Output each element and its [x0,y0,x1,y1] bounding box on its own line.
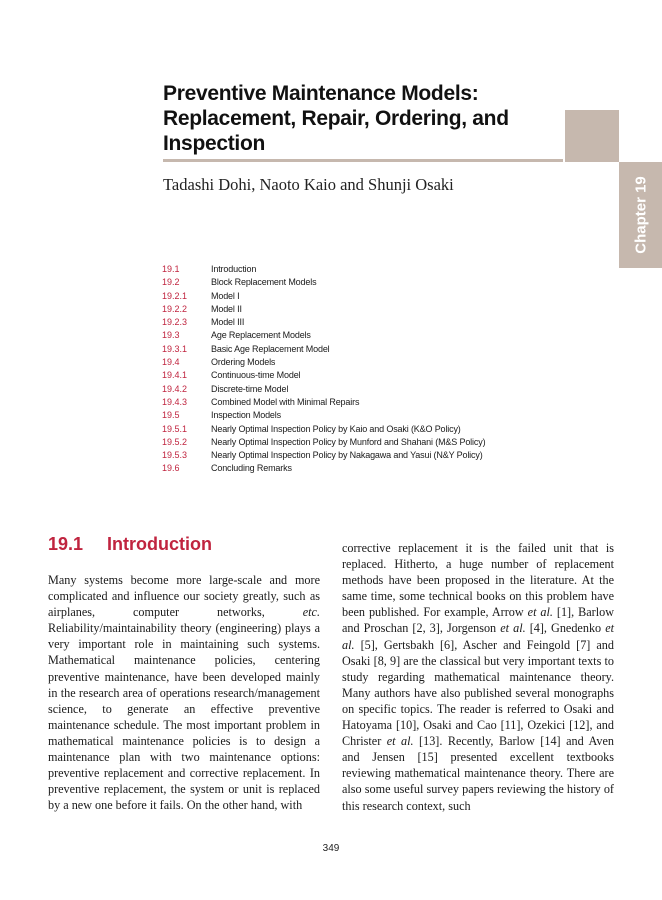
body-text: [13]. Recently, Barlow [14] and Aven and Jensen [15] presented excellent textbooks reviewing mathematical maintenance theory. There are also some useful survey papers reviewing the history of this research context, such [342,734,614,813]
toc-entry-number: 19.5.2 [162,436,188,447]
chapter-title-line: Inspection [163,132,266,155]
toc-entry [162,396,485,409]
toc-entry-number: 19.4 [162,357,180,368]
toc-entry-title: Combined Model with Minimal Repairs [211,396,360,407]
toc-entry-number: 19.5.1 [162,423,188,434]
toc-entry-number: 19.4.3 [162,396,188,407]
toc-entry-title: Model III [211,317,245,328]
toc-entry [162,462,485,475]
chapter-title [163,81,563,156]
toc-entry-title: Inspection Models [211,410,281,421]
italic-text: et al. [386,734,414,749]
toc-entry [162,409,485,422]
toc-entry [162,290,485,303]
toc-entry [162,356,485,369]
toc-entry-title: Concluding Remarks [211,463,292,474]
chapter-title-line: Replacement, Repair, Ordering, and [163,107,509,130]
section-heading [48,534,212,555]
toc-entry-number: 19.4.2 [162,383,188,394]
toc-entry-title: Ordering Models [211,357,276,368]
toc-entry-number: 19.5.3 [162,450,188,461]
toc-entry-title: Block Replacement Models [211,277,317,288]
chapter-tab-label: Chapter 19 [632,176,649,254]
toc-entry-title: Continuous-time Model [211,370,301,381]
body-paragraph-left [48,572,320,813]
body-column-right [342,540,614,814]
toc-entry-number: 19.1 [162,264,180,274]
toc-entry [162,329,485,342]
toc-entry-title: Nearly Optimal Inspection Policy by Kaio and Osaki (K&O Policy) [211,423,461,434]
toc-entry-title: Introduction [211,264,257,274]
chapter-tab [619,162,662,268]
toc-entry-number: 19.4.1 [162,370,188,381]
toc-entry [162,263,485,276]
title-rule [163,159,563,162]
toc-entry-number: 19.2.3 [162,317,188,328]
toc-entry-number: 19.2 [162,277,180,288]
body-paragraph-right [342,540,614,814]
chapter-title-line: Preventive Maintenance Models: [163,82,479,105]
page-number: 349 [322,843,340,854]
toc-entry-title: Discrete-time Model [211,383,289,394]
toc-entry [162,383,485,396]
toc-entry-number: 19.5 [162,410,180,421]
table-of-contents [162,263,485,476]
toc-entry-number: 19.3.1 [162,343,188,354]
toc-entry-number: 19.6 [162,463,180,474]
toc-entry [162,369,485,382]
toc-entry-title: Model II [211,303,242,314]
body-text: Many systems become more large-scale and more complicated and influence our society greatly, such as airplanes, computer networks, [48,573,320,620]
italic-text: etc. [302,605,320,620]
body-text: [4], Gnedenko [525,621,606,636]
toc-entry [162,303,485,316]
toc-entry-number: 19.2.2 [162,303,188,314]
italic-text: et al. [342,621,614,652]
body-text: Reliability/maintainability theory (engineering) plays a very important role in maintaining such systems. Mathematical maintenance policies, centering preventive maintenance, have been developed mainly in the research area of operations research/management science, to generate an effective preventive maintenance schedule. The most important problem in mathematical maintenance policies is to design a maintenance plan with two maintenance options: preventive replacement and corrective replacement. In preventive replacement, the system or unit is replaced by a new one before it fails. On the other hand, with [48,621,320,813]
chapter-tab-block [565,110,619,162]
body-text: [1], Barlow and Proschan [2, 3], Jorgenson [342,605,614,636]
toc-entry [162,423,485,436]
body-text: [5], Gertsbakh [6], Ascher and Feingold [7] and Osaki [8, 9] are the classical but very important texts to study regarding mathematical maintenance theory. Many authors have also published several monographs on specific topics. The reader is referred to Osaki and Hatoyama [10], Osaki and Cao [11], Ozekici [12], and Christer [342,637,614,749]
toc-entry-title: Age Replacement Models [211,330,311,341]
section-title: Introduction [107,534,213,554]
italic-text: et al. [527,605,553,620]
toc-entry [162,449,485,462]
toc-entry [162,436,485,449]
toc-entry-number: 19.2.1 [162,290,188,301]
toc-entry [162,276,485,289]
body-text: corrective replacement it is the failed unit that is replaced. Hitherto, a huge number of replacement methods have been proposed in the literature. At the same time, some technical books on this problem have been published. For example, Arrow [342,541,614,620]
authors: Tadashi Dohi, Naoto Kaio and Shunji Osaki [163,175,454,194]
italic-text: et al. [500,621,526,636]
toc-entry-title: Basic Age Replacement Model [211,343,330,354]
section-number: 19.1 [48,534,84,554]
body-column-left [48,572,320,813]
toc-entry-title: Nearly Optimal Inspection Policy by Nakagawa and Yasui (N&Y Policy) [211,450,483,461]
toc-entry-title: Model I [211,290,240,301]
toc-entry-number: 19.3 [162,330,180,341]
toc-entry [162,343,485,356]
toc-entry [162,316,485,329]
toc-entry-title: Nearly Optimal Inspection Policy by Munford and Shahani (M&S Policy) [211,436,486,447]
